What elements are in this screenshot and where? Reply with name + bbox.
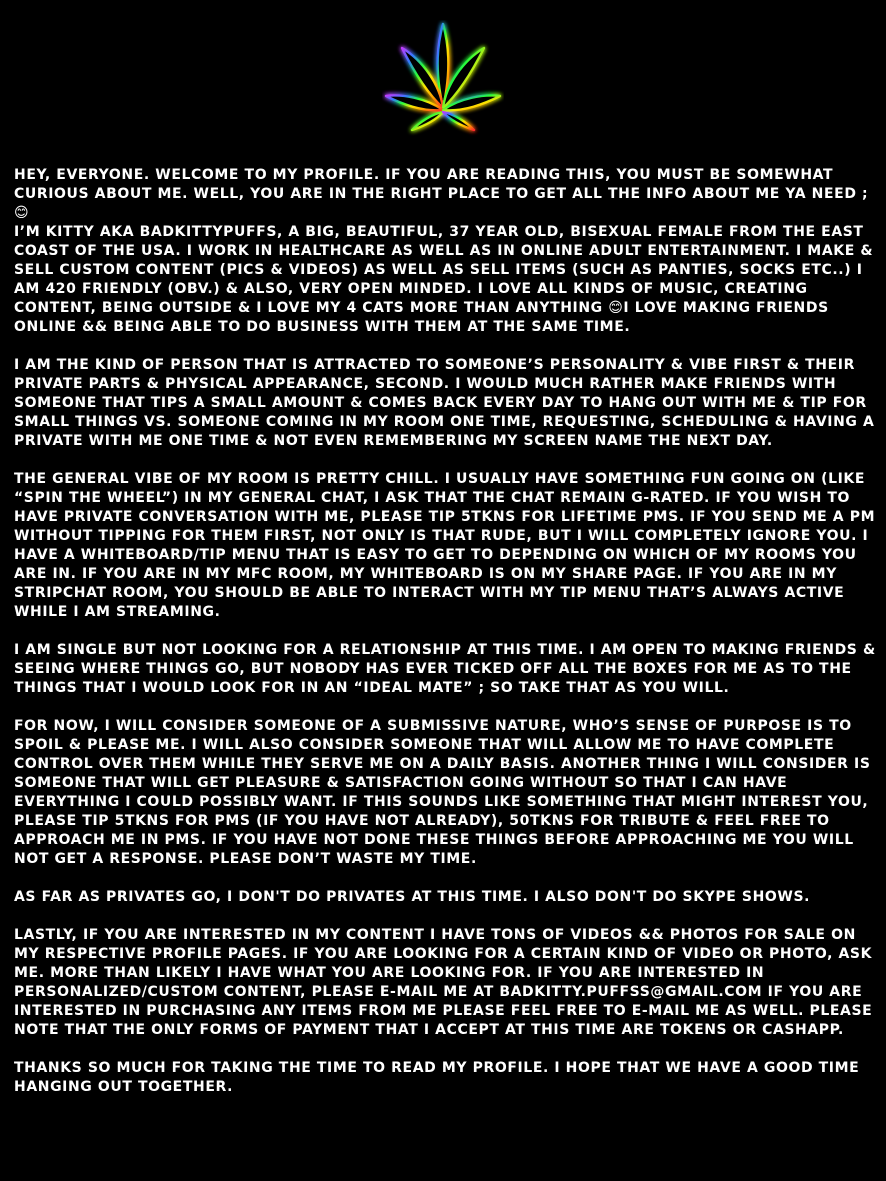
profile-paragraph-thanks: THANKS SO MUCH FOR TAKING THE TIME TO READ MY PROFILE. I HOPE THAT WE HAVE A GOOD TIME HANGING OUT TOGETHER.	[14, 1060, 860, 1095]
profile-paragraph-submissive: FOR NOW, I WILL CONSIDER SOMEONE OF A SUBMISSIVE NATURE, WHO’S SENSE OF PURPOSE IS TO SPOIL & PLEASE ME. I WILL ALSO CONSIDER SOMEONE THAT WILL ALLOW ME TO HAVE COMPLETE CONTROL OVER THEM WHILE THEY SERVE ME ON A DAILY BASIS. ANOTHER THING I WILL CONSIDER IS SOMEONE THAT WILL GET PLEASURE & SATISFACTION GOING WITHOUT SO THAT I CAN HAVE EVERYTHING I COULD POSSIBLY WANT. IF THIS SOUNDS LIKE SOMETHING THAT MIGHT INTEREST YOU, PLEASE TIP 5TKNS FOR PMS (IF YOU HAVE NOT ALREADY), 50TKNS FOR TRIBUTE & FEEL FREE TO APPROACH ME IN PMS. IF YOU HAVE NOT DONE THESE THINGS BEFORE APPROACHING ME YOU WILL NOT GET A RESPONSE. PLEASE DON’T WASTE MY TIME.	[14, 718, 871, 867]
profile-description	[14, 166, 876, 1116]
profile-paragraph-about: I’M KITTY AKA BADKITTYPUFFS, A BIG, BEAUTIFUL, 37 YEAR OLD, BISEXUAL FEMALE FROM THE EAST COAST OF THE USA. I WORK IN HEALTHCARE AS WELL AS IN ONLINE ADULT ENTERTAINMENT. I MAKE & SELL CUSTOM CONTENT (PICS & VIDEOS) AS WELL AS SELL ITEMS (SUCH AS PANTIES, SOCKS ETC..) I AM 420 FRIENDLY (OBV.) & ALSO, VERY OPEN MINDED. I LOVE ALL KINDS OF MUSIC, CREATING CONTENT, BEING OUTSIDE & I LOVE MY 4 CATS MORE THAN ANYTHING 😊I LOVE MAKING FRIENDS ONLINE && BEING ABLE TO DO BUSINESS WITH THEM AT THE SAME TIME.	[14, 224, 874, 335]
profile-paragraph-room-vibe: THE GENERAL VIBE OF MY ROOM IS PRETTY CHILL. I USUALLY HAVE SOMETHING FUN GOING ON (LIKE “SPIN THE WHEEL”) IN MY GENERAL CHAT, I ASK THAT THE CHAT REMAIN G-RATED. IF YOU WISH TO HAVE PRIVATE CONVERSATION WITH ME, PLEASE TIP 5TKNS FOR LIFETIME PMS. IF YOU SEND ME A PM WITHOUT TIPPING FOR THEM FIRST, NOT ONLY IS THAT RUDE, BUT I WILL COMPLETELY IGNORE YOU. I HAVE A WHITEBOARD/TIP MENU THAT IS EASY TO GET TO DEPENDING ON WHICH OF MY ROOMS YOU ARE IN. IF YOU ARE IN MY MFC ROOM, MY WHITEBOARD IS ON MY SHARE PAGE. IF YOU ARE IN MY STRIPCHAT ROOM, YOU SHOULD BE ABLE TO INTERACT WITH MY TIP MENU THAT’S ALWAYS ACTIVE WHILE I AM STREAMING.	[14, 471, 876, 620]
profile-paragraph-privates: AS FAR AS PRIVATES GO, I DON'T DO PRIVATES AT THIS TIME. I ALSO DON'T DO SKYPE SHOWS.	[14, 889, 811, 905]
cannabis-leaf-icon	[382, 20, 504, 152]
profile-paragraph-relationship: I AM SINGLE BUT NOT LOOKING FOR A RELATIONSHIP AT THIS TIME. I AM OPEN TO MAKING FRIENDS & SEEING WHERE THINGS GO, BUT NOBODY HAS EVER TICKED OFF ALL THE BOXES FOR ME AS TO THE THINGS THAT I WOULD LOOK FOR IN AN “IDEAL MATE” ; SO TAKE THAT AS YOU WILL.	[14, 642, 876, 696]
profile-paragraph-content: LASTLY, IF YOU ARE INTERESTED IN MY CONTENT I HAVE TONS OF VIDEOS && PHOTOS FOR SALE ON MY RESPECTIVE PROFILE PAGES. IF YOU ARE LOOKING FOR A CERTAIN KIND OF VIDEO OR PHOTO, ASK ME. MORE THAN LIKELY I HAVE WHAT YOU ARE LOOKING FOR. IF YOU ARE INTERESTED IN PERSONALIZED/CUSTOM CONTENT, PLEASE E-MAIL ME AT BADKITTY.PUFFSS@GMAIL.COM IF YOU ARE INTERESTED IN PURCHASING ANY ITEMS FROM ME PLEASE FEEL FREE TO E-MAIL ME AS WELL. PLEASE NOTE THAT THE ONLY FORMS OF PAYMENT THAT I ACCEPT AT THIS TIME ARE TOKENS OR CASHAPP.	[14, 927, 873, 1038]
profile-paragraph-welcome: HEY, EVERYONE. WELCOME TO MY PROFILE. IF YOU ARE READING THIS, YOU MUST BE SOMEWHAT CURIOUS ABOUT ME. WELL, YOU ARE IN THE RIGHT PLACE TO GET ALL THE INFO ABOUT ME YA NEED ; 😊	[14, 167, 869, 221]
profile-paragraph-personality: I AM THE KIND OF PERSON THAT IS ATTRACTED TO SOMEONE’S PERSONALITY & VIBE FIRST & THEIR PRIVATE PARTS & PHYSICAL APPEARANCE, SECOND. I WOULD MUCH RATHER MAKE FRIENDS WITH SOMEONE THAT TIPS A SMALL AMOUNT & COMES BACK EVERY DAY TO HANG OUT WITH ME & TIP FOR SMALL THINGS VS. SOMEONE COMING IN MY ROOM ONE TIME, REQUESTING, SCHEDULING & HAVING A PRIVATE WITH ME ONE TIME & NOT EVEN REMEMBERING MY SCREEN NAME THE NEXT DAY.	[14, 357, 875, 449]
